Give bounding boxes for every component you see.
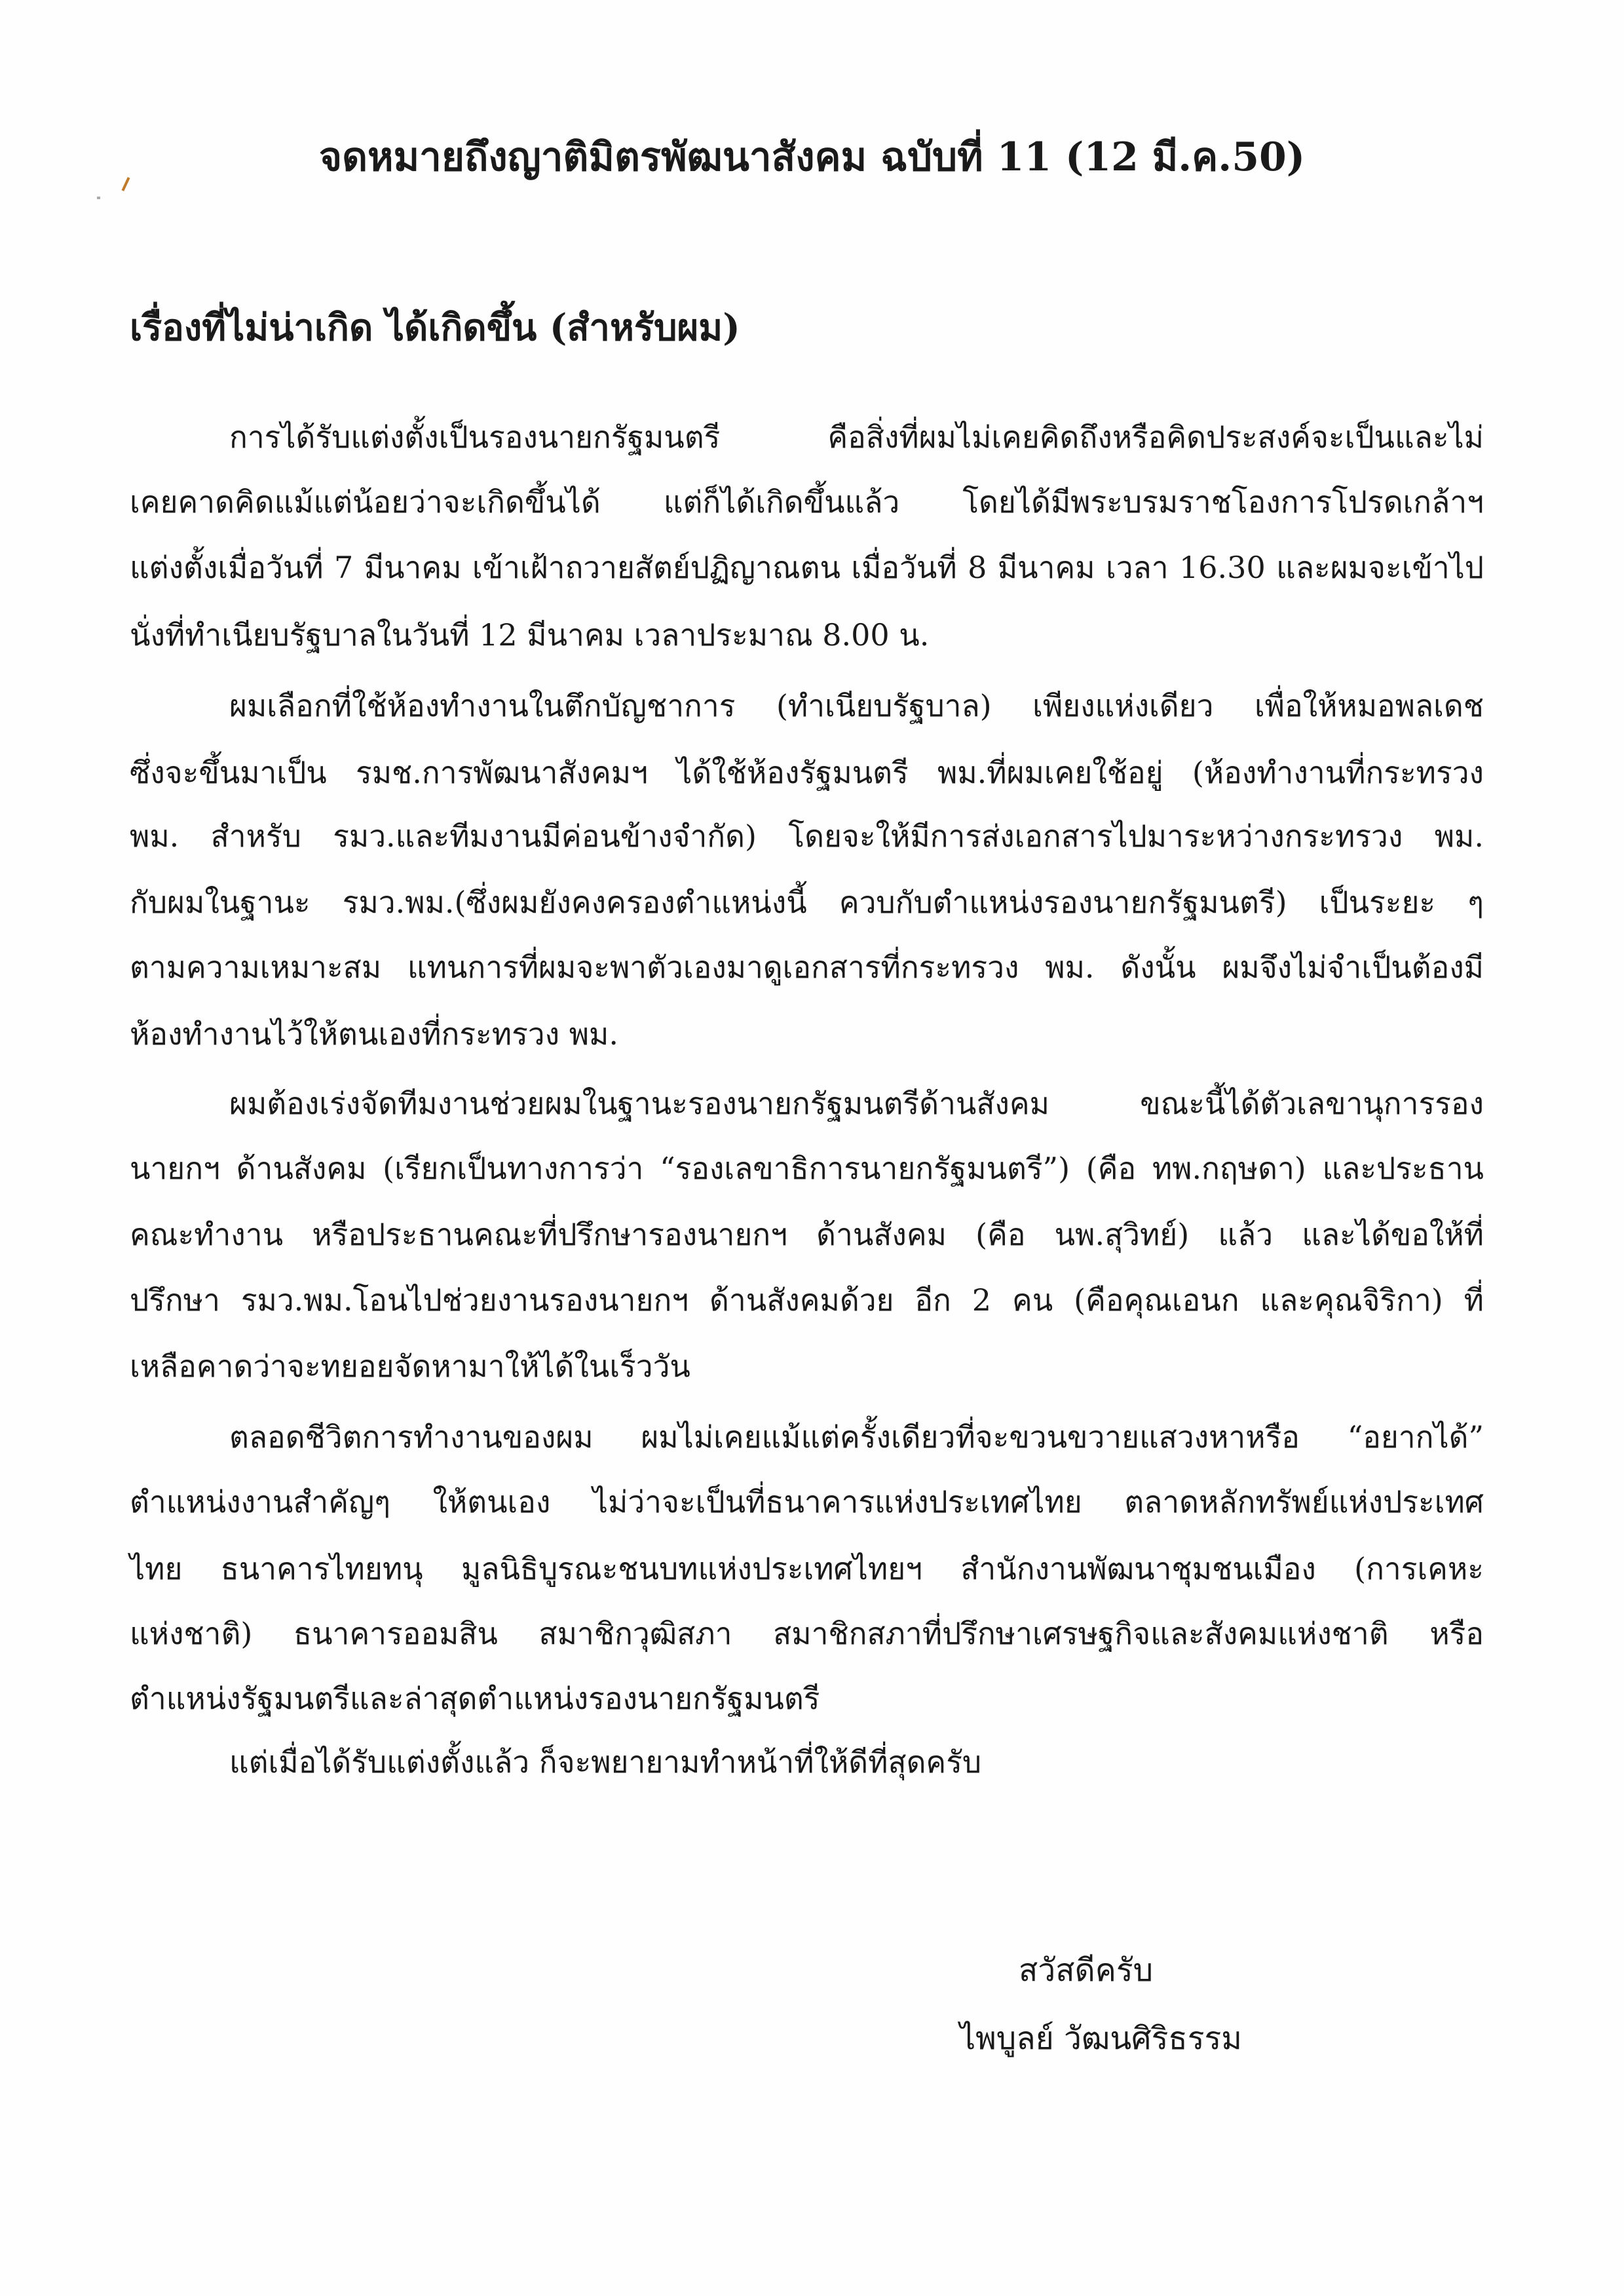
paragraph-4-line: ไทย ธนาคารไทยทนุ มูลนิธิบูรณะชนบทแห่งประเทศไทยฯ สำนักงานพัฒนาชุมชนเมือง (การเคหะ xyxy=(130,1551,1484,1586)
paragraph-1-line: การได้รับแต่งตั้งเป็นรองนายกรัฐมนตรี คือสิ่งที่ผมไม่เคยคิดถึงหรือคิดประสงค์จะเป็นและไม่ xyxy=(229,419,1484,455)
paragraph-4-line: แห่งชาติ) ธนาคารออมสิน สมาชิกวุฒิสภา สมาชิกสภาที่ปรึกษาเศรษฐกิจและสังคมแห่งชาติ หรือ xyxy=(130,1616,1484,1651)
paragraph-4-line: ตำแหน่งงานสำคัญๆ ให้ตนเอง ไม่ว่าจะเป็นที่ธนาคารแห่งประเทศไทย ตลาดหลักทรัพย์แห่งประเทศ xyxy=(130,1484,1484,1520)
paragraph-1-line: นั่งที่ทำเนียบรัฐบาลในวันที่ 12 มีนาคม เวลาประมาณ 8.00 น. xyxy=(130,617,930,653)
paragraph-2-line: ซึ่งจะขึ้นมาเป็น รมช.การพัฒนาสังคมฯ ได้ใช้ห้องรัฐมนตรี พม.ที่ผมเคยใช้อยู่ (ห้องทำงานที่กระทรวง xyxy=(130,755,1484,790)
closing-greeting: สวัสดีครับ xyxy=(1019,1952,1154,1989)
paragraph-2-line: ผมเลือกที่ใช้ห้องทำงานในตึกบัญชาการ (ทำเนียบรัฐบาล) เพียงแห่งเดียว เพื่อให้หมอพลเดช xyxy=(229,688,1484,723)
paragraph-4-line: ตลอดชีวิตการทำงานของผม ผมไม่เคยแม้แต่ครั้งเดียวที่จะขวนขวายแสวงหาหรือ “อยากได้” xyxy=(229,1419,1484,1455)
paragraph-5-line: แต่เมื่อได้รับแต่งตั้งแล้ว ก็จะพยายามทำหน้าที่ให้ดีที่สุดครับ xyxy=(229,1744,982,1780)
paragraph-2-line: ตามความเหมาะสม แทนการที่ผมจะพาตัวเองมาดูเอกสารที่กระทรวง พม. ดังนั้น ผมจึงไม่จำเป็นต้องมี xyxy=(130,949,1484,985)
paragraph-2-line: พม. สำหรับ รมว.และทีมงานมีค่อนข้างจำกัด) โดยจะให้มีการส่งเอกสารไปมาระหว่างกระทรวง พม. xyxy=(130,818,1484,854)
paragraph-3-line: ปรึกษา รมว.พม.โอนไปช่วยงานรองนายกฯ ด้านสังคมด้วย อีก 2 คน (คือคุณเอนก และคุณจิริกา) ที่ xyxy=(130,1282,1484,1318)
paragraph-3-line: เหลือคาดว่าจะทยอยจัดหามาให้ได้ในเร็ววัน xyxy=(130,1349,690,1384)
paragraph-1-line: แต่งตั้งเมื่อวันที่ 7 มีนาคม เข้าเฝ้าถวายสัตย์ปฏิญาณตน เมื่อวันที่ 8 มีนาคม เวลา 16.30 และผมจะเข้าไป xyxy=(130,550,1484,585)
letter-title: จดหมายถึงญาติมิตรพัฒนาสังคม ฉบับที่ 11 (12 มี.ค.50) xyxy=(318,134,1306,180)
letter-subtitle: เรื่องที่ไม่น่าเกิด ได้เกิดขึ้น (สำหรับผม) xyxy=(130,306,740,349)
scan-speck xyxy=(97,197,100,199)
paragraph-3-line: คณะทำงาน หรือประธานคณะที่ปรึกษารองนายกฯ ด้านสังคม (คือ นพ.สุวิทย์) แล้ว และได้ขอให้ที่ xyxy=(130,1217,1484,1252)
signature-name: ไพบูลย์ วัฒนศิริธรรม xyxy=(960,2020,1242,2057)
paragraph-2-line: กับผมในฐานะ รมว.พม.(ซึ่งผมยังคงครองตำแหน่งนี้ ควบกับตำแหน่งรองนายกรัฐมนตรี) เป็นระยะ ๆ xyxy=(130,885,1484,920)
paragraph-1-line: เคยคาดคิดแม้แต่น้อยว่าจะเกิดขึ้นได้ แต่ก็ได้เกิดขึ้นแล้ว โดยได้มีพระบรมราชโองการโปรดเกล้าฯ xyxy=(130,484,1484,520)
paragraph-3-line: นายกฯ ด้านสังคม (เรียกเป็นทางการว่า “รองเลขาธิการนายกรัฐมนตรี”) (คือ ทพ.กฤษดา) และประธาน xyxy=(130,1151,1484,1186)
paragraph-3-line: ผมต้องเร่งจัดทีมงานช่วยผมในฐานะรองนายกรัฐมนตรีด้านสังคม ขณะนี้ได้ตัวเลขานุการรอง xyxy=(229,1086,1484,1121)
paragraph-4-line: ตำแหน่งรัฐมนตรีและล่าสุดตำแหน่งรองนายกรัฐมนตรี xyxy=(130,1681,820,1716)
paragraph-2-line: ห้องทำงานไว้ให้ตนเองที่กระทรวง พม. xyxy=(130,1016,618,1052)
